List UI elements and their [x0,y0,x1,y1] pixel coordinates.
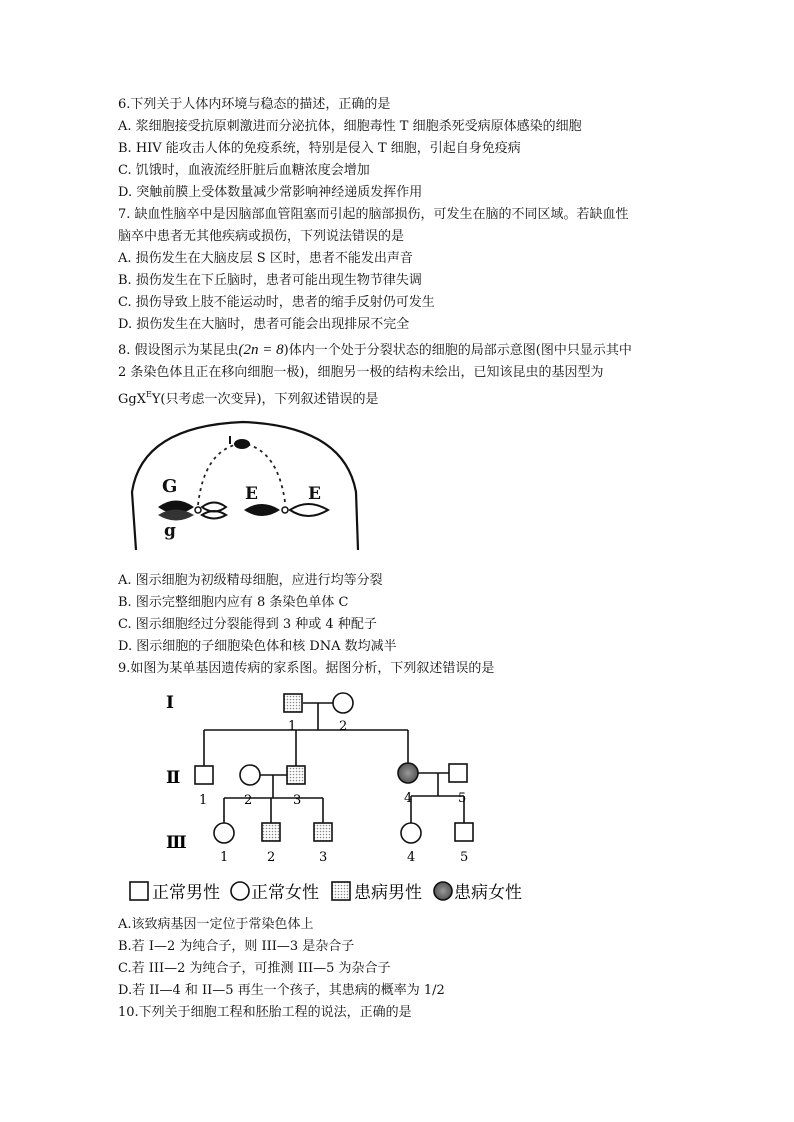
q10-stem: 10.下列关于细胞工程和胚胎工程的说法，正确的是 [118,1005,412,1020]
q8-option-b: B. 图示完整细胞内应有 8 条染色单体 C [118,595,349,610]
spindle-fiber-left [198,444,238,505]
q9-option-d: D.若 II—4 和 II—5 再生一个孩子，其患病的概率为 1/2 [118,983,445,998]
gen3-num-1: 1 [220,850,229,865]
cell-division-figure [118,412,368,562]
q8-stem-post: )体内一个处于分裂状态的细胞的局部示意图(图中只显示其中 [283,343,632,358]
gene-label-G: G [162,476,178,497]
gen3-num-4: 4 [407,850,416,865]
centrosome-icon [230,436,250,449]
q8-stem-line1 [118,340,632,361]
legend-normal-male-icon [130,882,148,900]
person-I-2-normal-female [333,693,353,713]
q8-stem-math: (2n = 8 [238,342,284,358]
person-III-4-normal-female [401,823,421,843]
legend-affected-female-icon [434,882,452,900]
legend-normal-male: 正常男性 [152,883,220,903]
person-III-5-normal-male [455,823,473,841]
person-III-3-affected-male [314,823,332,841]
gene-label-E2: E [308,484,321,504]
person-I-1-affected-male [284,694,302,712]
person-II-5-normal-male [449,764,467,782]
gen3-num-5: 5 [460,850,469,865]
legend-affected-female: 患病女性 [454,883,522,903]
person-II-2-normal-female [240,765,260,785]
person-III-2-affected-male [262,823,280,841]
person-III-1-normal-female [214,823,234,843]
q6-option-b: B. HIV 能攻击人体的免疫系统，特别是侵入 T 细胞，引起自身免疫病 [118,141,521,156]
q9-option-b: B.若 I—2 为纯合子，则 III—3 是杂合子 [118,939,355,954]
q8-stem-pre: 8. 假设图示为某昆虫 [118,343,239,358]
q7-option-b: B. 损伤发生在下丘脑时，患者可能出现生物节律失调 [118,273,422,288]
chromosome-left-icon [158,501,226,521]
q6-option-c: C. 饥饿时，血液流经肝脏后血糖浓度会增加 [118,163,370,178]
pedigree-lines [204,703,467,823]
q7-option-d: D. 损伤发生在大脑时，患者可能会出现排尿不完全 [118,317,410,332]
q8-option-d: D. 图示细胞的子细胞染色体和核 DNA 数均减半 [118,639,397,654]
q9-stem: 9.如图为某单基因遗传病的家系图。据图分析，下列叙述错误的是 [118,661,495,676]
gen-label-2: Ⅱ [166,768,181,788]
gen-label-3: Ⅲ [166,833,187,853]
q9-option-c: C.若 III—2 为纯合子，可推测 III—5 为杂合子 [118,961,391,976]
q7-stem-line1: 7. 缺血性脑卒中是因脑部血管阻塞而引起的脑部损伤，可发生在脑的不同区域。若缺血性 [118,207,629,222]
gen2-num-5: 5 [458,791,467,806]
gen1-num-1: 1 [288,719,297,734]
q6-option-d: D. 突触前膜上受体数量减少常影响神经递质发挥作用 [118,185,423,200]
gene-label-g: g [164,521,176,541]
legend-normal-female-icon [231,882,249,900]
q6-stem: 6.下列关于人体内环境与稳态的描述，正确的是 [118,97,391,112]
legend-affected-male: 患病男性 [354,883,422,903]
gen2-num-3: 3 [293,793,302,808]
legend-normal-female: 正常女性 [251,883,319,903]
pedigree-chart [118,680,538,912]
q7-option-a: A. 损伤发生在大脑皮层 S 区时，患者不能发出声音 [118,251,413,266]
q8-genotype-pre: GgX [118,392,146,407]
q8-genotype-post: Y(只考虑一次变异)，下列叙述错误的是 [151,392,379,407]
gen2-num-1: 1 [199,793,208,808]
legend-affected-male-icon [332,882,350,900]
person-II-1-normal-male [195,766,213,784]
q6-option-a: A. 浆细胞接受抗原刺激进而分泌抗体，细胞毒性 T 细胞杀死受病原体感染的细胞 [118,119,582,134]
gen3-num-2: 2 [267,850,276,865]
gen3-num-3: 3 [319,850,328,865]
q7-stem-line2: 脑卒中患者无其他疾病或损伤，下列说法错误的是 [118,229,405,244]
chromosome-right-icon [244,504,328,516]
q8-option-a: A. 图示细胞为初级精母细胞，应进行均等分裂 [118,573,383,588]
q8-genotype-sup: E [145,390,152,399]
q8-stem-line2: 2 条染色体且正在移向细胞一极)，细胞另一极的结构未绘出，已知该昆虫的基因型为 [118,365,604,380]
gen-label-1: I [166,693,174,713]
q8-stem-line3 [118,385,379,410]
q9-option-a: A.该致病基因一定位于常染色体上 [118,917,314,932]
gen2-num-2: 2 [244,793,253,808]
gene-label-E1: E [245,484,258,504]
person-II-4-affected-female [398,763,418,783]
person-II-3-affected-male [287,766,305,784]
q8-option-c: C. 图示细胞经过分裂能得到 3 种或 4 种配子 [118,617,377,632]
gen1-num-2: 2 [339,719,348,734]
q7-option-c: C. 损伤导致上肢不能运动时，患者的缩手反射仍可发生 [118,295,435,310]
gen2-num-4: 4 [404,791,413,806]
